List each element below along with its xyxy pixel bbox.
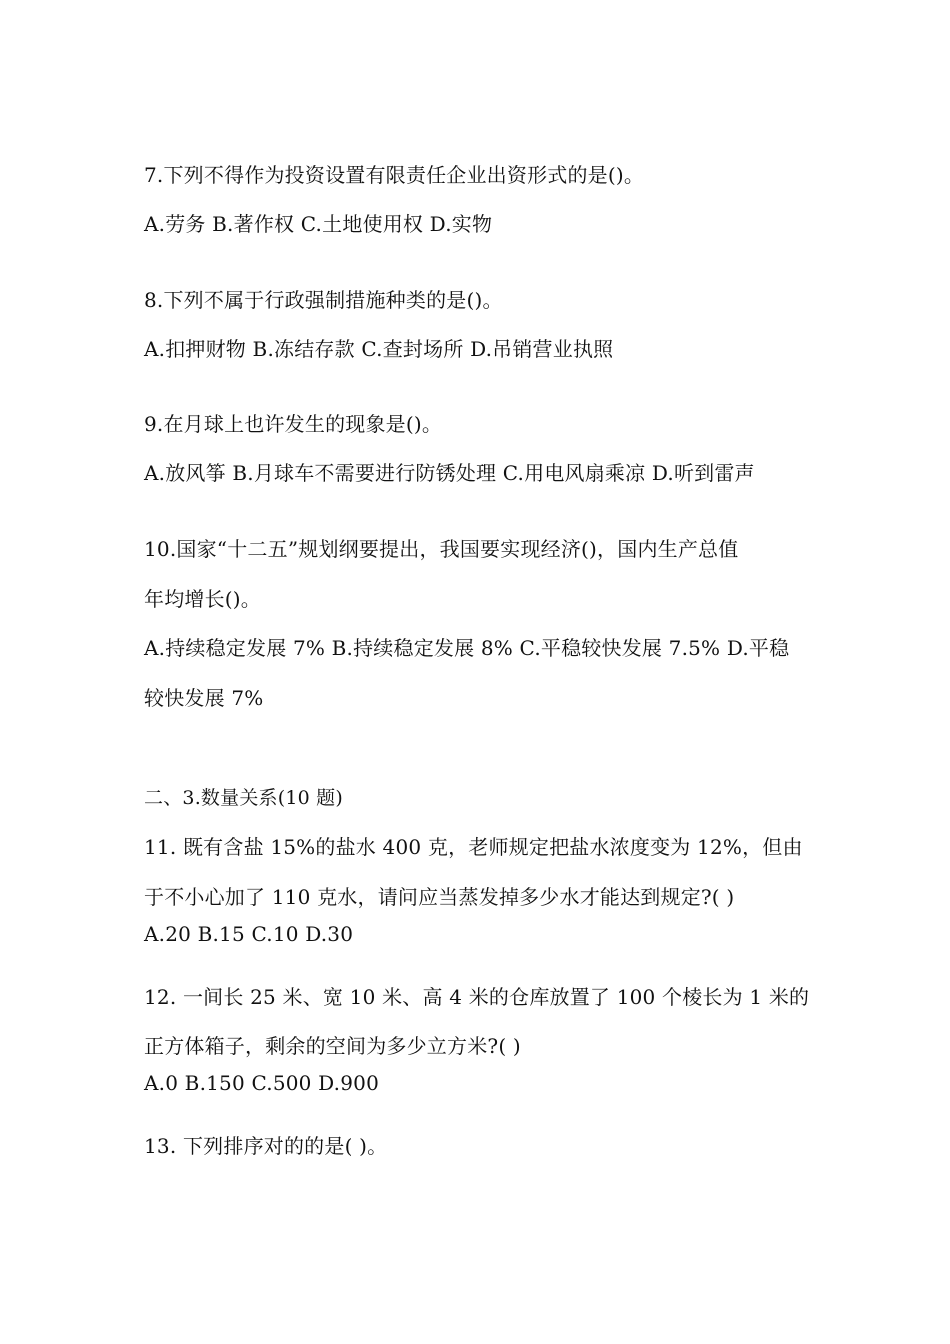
question-8-stem: 8.下列不属于行政强制措施种类的是()。 [144,288,503,312]
question-10-options-line-1: A.持续稳定发展 7% B.持续稳定发展 8% C.平稳较快发展 7.5% D.平稳 [144,636,790,660]
question-7-stem: 7.下列不得作为投资设置有限责任企业出资形式的是()。 [144,163,645,187]
section-heading: 二、3.数量关系(10 题) [144,787,343,809]
question-11-stem-line-2: 于不小心加了 110 克水，请问应当蒸发掉多少水才能达到规定?( ) [144,885,735,909]
question-9-options: A.放风筝 B.月球车不需要进行防锈处理 C.用电风扇乘凉 D.听到雷声 [144,461,755,485]
question-10-options-line-2: 较快发展 7% [144,686,264,710]
question-12-stem-line-1: 12. 一间长 25 米、宽 10 米、高 4 米的仓库放置了 100 个棱长为 1 米的 [144,985,810,1009]
question-12-options: A.0 B.150 C.500 D.900 [144,1071,380,1095]
question-13-stem: 13. 下列排序对的的是( )。 [144,1134,388,1158]
question-9-stem: 9.在月球上也许发生的现象是()。 [144,412,443,436]
question-8-options: A.扣押财物 B.冻结存款 C.查封场所 D.吊销营业执照 [144,337,614,361]
question-12-stem-line-2: 正方体箱子，剩余的空间为多少立方米?( ) [144,1034,521,1058]
question-11-stem-line-1: 11. 既有含盐 15%的盐水 400 克，老师规定把盐水浓度变为 12%，但由 [144,835,803,859]
question-10-stem-line-1: 10.国家“十二五”规划纲要提出，我国要实现经济()，国内生产总值 [144,537,739,561]
question-11-options: A.20 B.15 C.10 D.30 [144,922,354,946]
question-10-stem-line-2: 年均增长()。 [144,587,262,611]
question-7-options: A.劳务 B.著作权 C.土地使用权 D.实物 [144,212,493,236]
